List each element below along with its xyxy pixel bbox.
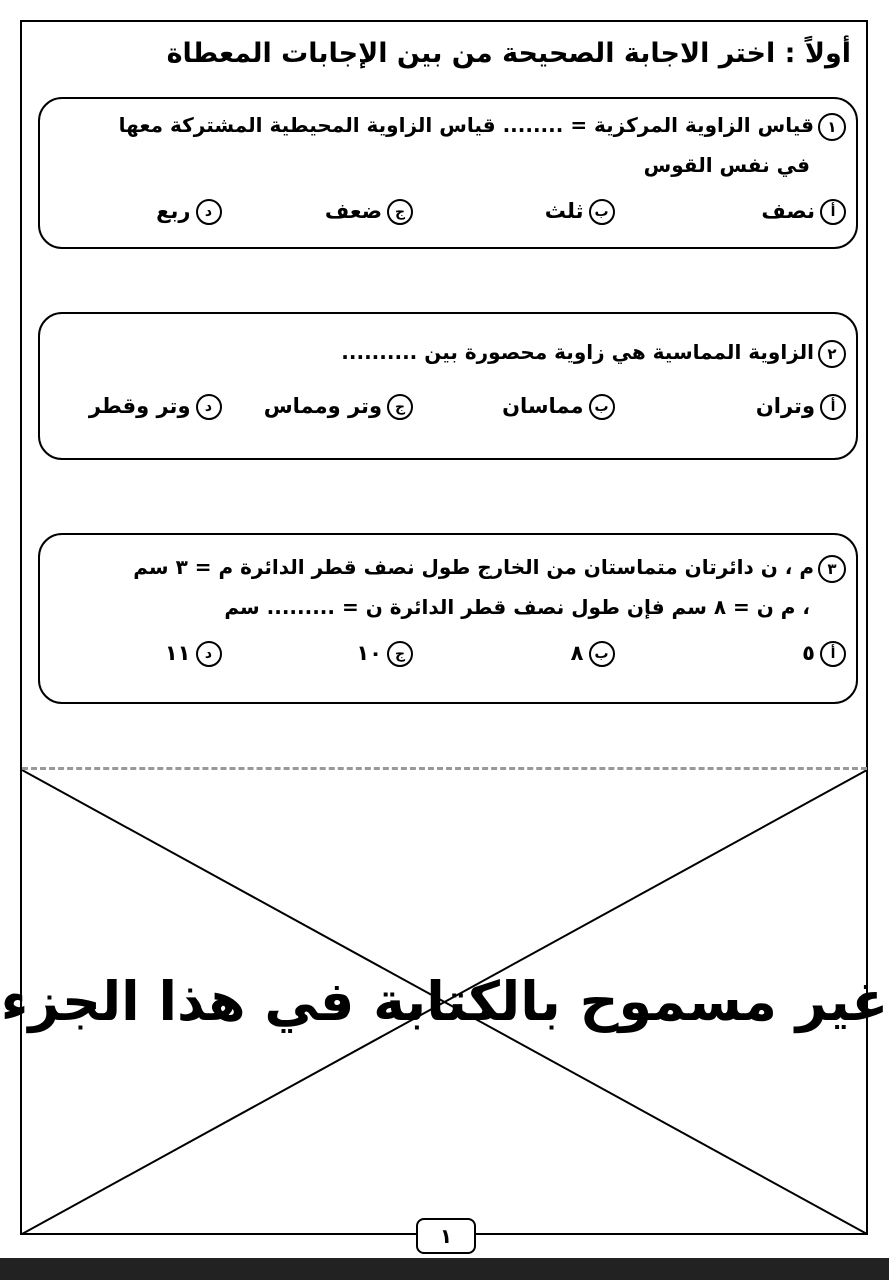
options <box>50 384 846 428</box>
question-2 <box>38 312 858 460</box>
bottom-bar <box>0 1258 889 1280</box>
option-c[interactable] <box>242 189 444 233</box>
option-letter: أ <box>820 199 846 225</box>
option-text: ٥ <box>802 641 815 665</box>
option-text: ربع <box>156 199 191 223</box>
question-line <box>50 332 846 372</box>
question-1 <box>38 97 858 249</box>
question-number: ١ <box>818 113 846 141</box>
option-letter: د <box>196 641 222 667</box>
question-line <box>50 145 846 185</box>
option-text: وتر وقطر <box>88 394 191 418</box>
question-line <box>50 587 846 627</box>
option-b[interactable] <box>443 631 675 675</box>
option-c[interactable] <box>242 631 444 675</box>
option-d[interactable] <box>50 631 242 675</box>
option-text: وتران <box>755 394 815 418</box>
question-line <box>50 547 846 587</box>
option-b[interactable] <box>443 384 675 428</box>
option-text: ١١ <box>164 641 191 665</box>
option-letter: أ <box>820 394 846 420</box>
option-letter: د <box>196 394 222 420</box>
option-letter: ج <box>387 199 413 225</box>
option-letter: أ <box>820 641 846 667</box>
option-b[interactable] <box>443 189 675 233</box>
option-letter: ب <box>589 199 615 225</box>
option-text: ثلث <box>544 199 584 223</box>
question-number: ٢ <box>818 340 846 368</box>
section-title: أولاً : اختر الاجابة الصحيحة من بين الإجابات المعطاة <box>166 38 851 69</box>
question-text: الزاوية المماسية هي زاوية محصورة بين .......... <box>341 340 814 364</box>
option-text: ضعف <box>324 199 382 223</box>
options <box>50 189 846 233</box>
option-a[interactable] <box>675 189 847 233</box>
option-text: وتر ومماس <box>263 394 382 418</box>
option-text: ٨ <box>570 641 584 665</box>
option-a[interactable] <box>675 631 847 675</box>
question-text: ، م ن = ٨ سم فإن طول نصف قطر الدائرة ن = ......... سم <box>224 595 810 619</box>
option-a[interactable] <box>675 384 847 428</box>
no-writing-notice: غير مسموح بالكتابة في هذا الجزء <box>0 970 889 1033</box>
option-c[interactable] <box>242 384 444 428</box>
option-letter: د <box>196 199 222 225</box>
option-letter: ج <box>387 641 413 667</box>
option-text: نصف <box>761 199 815 223</box>
question-text: في نفس القوس <box>643 153 810 177</box>
option-letter: ب <box>589 394 615 420</box>
question-number: ٣ <box>818 555 846 583</box>
question-text: م ، ن دائرتان متماستان من الخارج طول نصف قطر الدائرة م = ٣ سم <box>133 555 814 579</box>
options <box>50 631 846 675</box>
option-d[interactable] <box>50 384 242 428</box>
option-text: مماسان <box>502 394 584 418</box>
page-number: ١ <box>416 1218 476 1254</box>
option-d[interactable] <box>50 189 242 233</box>
question-3 <box>38 533 858 704</box>
question-line <box>50 105 846 145</box>
option-letter: ج <box>387 394 413 420</box>
question-text: قياس الزاوية المركزية = ........ قياس الزاوية المحيطية المشتركة معها <box>118 113 814 137</box>
option-text: ١٠ <box>356 641 382 665</box>
option-letter: ب <box>589 641 615 667</box>
